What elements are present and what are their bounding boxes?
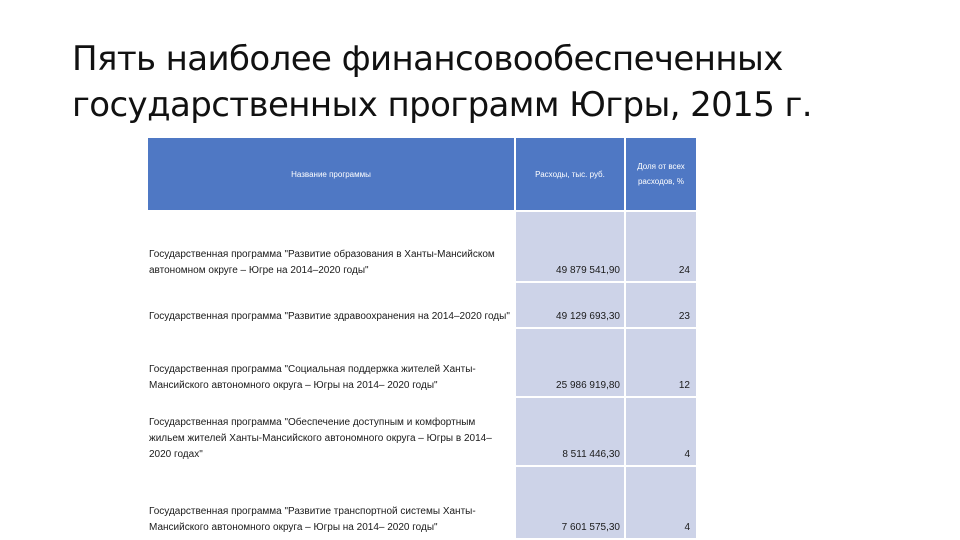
- programs-table: [146, 136, 698, 540]
- program-name-cell: Государственная программа "Развитие транспортной системы Ханты-Мансийского автономного округа – Югры на 2014– 2020 годы": [148, 467, 514, 538]
- expenses-cell: 25 986 919,80: [516, 329, 624, 396]
- header-share: Доля от всех расходов, %: [626, 138, 696, 210]
- share-cell: 24: [626, 212, 696, 281]
- table-row: [148, 212, 696, 281]
- program-name-cell: Государственная программа "Обеспечение доступным и комфортным жильем жителей Ханты-Мансийского автономного округа – Югры в 2014–2020 годах": [148, 398, 514, 465]
- table-row: [148, 329, 696, 396]
- expenses-cell: 49 879 541,90: [516, 212, 624, 281]
- share-cell: 4: [626, 398, 696, 465]
- table-row: [148, 467, 696, 538]
- program-name-cell: Государственная программа "Развитие образования в Ханты-Мансийском автономном округе – Югре на 2014–2020 годы": [148, 212, 514, 281]
- program-name-cell: Государственная программа "Социальная поддержка жителей Ханты-Мансийского автономного округа – Югры на 2014– 2020 годы": [148, 329, 514, 396]
- expenses-cell: 7 601 575,30: [516, 467, 624, 538]
- table-header-row: [148, 138, 696, 210]
- share-cell: 23: [626, 283, 696, 328]
- expenses-cell: 49 129 693,30: [516, 283, 624, 328]
- slide-title: Пять наиболее финансовообеспеченных государственных программ Югры, 2015 г.: [72, 39, 812, 125]
- program-name-cell: Государственная программа "Развитие здравоохранения на 2014–2020 годы": [148, 283, 514, 328]
- table-row: [148, 283, 696, 328]
- header-expenses: Расходы, тыс. руб.: [516, 138, 624, 210]
- table-row: [148, 398, 696, 465]
- share-cell: 4: [626, 467, 696, 538]
- expenses-cell: 8 511 446,30: [516, 398, 624, 465]
- share-cell: 12: [626, 329, 696, 396]
- header-program-name: Название программы: [148, 138, 514, 210]
